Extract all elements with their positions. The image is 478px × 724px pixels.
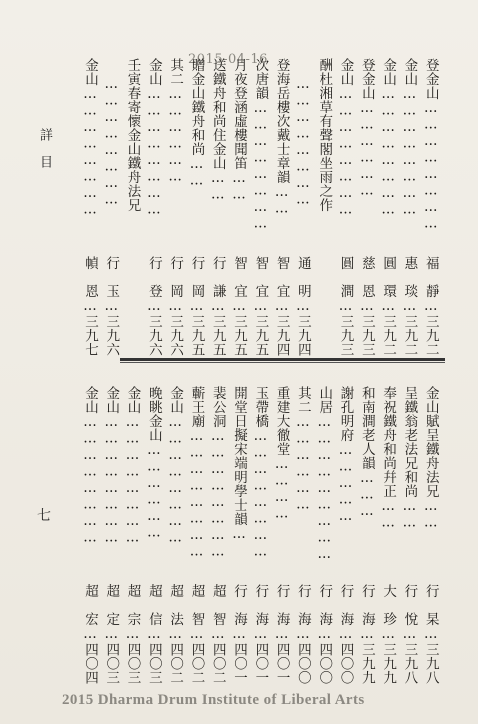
toc-entry-title: 金山…………………… <box>167 386 184 546</box>
scan-date-stamp: 2015-04-16 <box>188 52 268 67</box>
toc-entry-title: 和南澗老人韻……… <box>358 386 375 520</box>
toc-entry-title: 其二……………… <box>294 386 311 513</box>
toc-entry-column <box>163 48 184 356</box>
toc-entry-title: 玉帶橋…………………… <box>252 386 269 560</box>
toc-entry-author-page: 通 明…三九四 <box>294 255 311 356</box>
toc-entry-column <box>312 48 333 356</box>
toc-entry-author-page: 惠 琰…三九二 <box>401 255 418 356</box>
toc-entry-author-page: 智 宜…三九五 <box>231 255 248 356</box>
toc-entry-title: 壬寅春寄懷金山鐵舟法兄 <box>124 58 141 212</box>
toc-entry-column <box>99 376 120 684</box>
divider-thin <box>120 362 445 363</box>
toc-entry-column <box>142 376 163 684</box>
toc-entry-author-page: 行 海…三九九 <box>358 583 375 684</box>
toc-entry-author-page: 行 海…四〇一 <box>273 583 290 684</box>
toc-entry-column <box>291 376 312 684</box>
divider-thick <box>120 358 445 361</box>
toc-entry-title: 金山…………………… <box>337 58 354 218</box>
toc-entry-author-page: 超 智…四〇二 <box>188 583 205 684</box>
toc-entry-title: 酬杜湘草有聲閣坐雨之作 <box>316 58 333 212</box>
toc-entry-column <box>121 48 142 356</box>
toc-entry-title: 送鐵舟和尚住金山…… <box>209 58 226 203</box>
toc-entry-title: 其二……………… <box>167 58 184 185</box>
toc-entry-title: 山居……………………… <box>316 386 333 563</box>
toc-entry-title: 晚眺金山……………… <box>145 386 162 541</box>
toc-entry-column <box>206 48 227 356</box>
toc-entry-title: 金山…………………… <box>401 58 418 218</box>
toc-entry-column <box>376 48 397 356</box>
toc-entry-author-page: 智 宜…三九四 <box>273 255 290 356</box>
toc-entry-author-page: 行 海…四〇〇 <box>337 583 354 684</box>
toc-entry-title: 贈金山鐵舟和尚…… <box>188 58 205 189</box>
lower-entry-band <box>78 376 440 684</box>
toc-entry-author-page: 行 悅…三九八 <box>401 583 418 684</box>
toc-entry-author-page: 行 海…四〇一 <box>252 583 269 684</box>
toc-entry-author-page: 慈 恩…三九三 <box>358 255 375 356</box>
toc-entry-author-page: 智 宜…三九五 <box>252 255 269 356</box>
toc-entry-title: 金山賦呈鐵舟法兄…… <box>422 386 439 531</box>
toc-entry-title: 月夜登涵虛樓聞笛…… <box>231 58 248 203</box>
toc-entry-column <box>312 376 333 684</box>
toc-entry-title: 謝孔明府…………… <box>337 386 354 525</box>
watermark-footer: 2015 Dharma Drum Institute of Liberal Arts <box>62 692 365 708</box>
toc-entry-column <box>334 376 355 684</box>
toc-entry-column <box>248 376 269 684</box>
toc-entry-author-page: 行 岡…三九六 <box>167 255 184 356</box>
toc-entry-column <box>270 48 291 356</box>
toc-entry-author-page: 超 智…四〇二 <box>209 583 226 684</box>
toc-entry-title: …………………… <box>103 76 120 208</box>
toc-entry-title: 金山…………………… <box>124 386 141 546</box>
toc-entry-author-page: 行 謙…三九五 <box>209 255 226 356</box>
toc-entry-title: 奉祝鐵舟和尚幷正…… <box>380 386 397 531</box>
toc-entry-author-page: 超 法…四〇二 <box>167 583 184 684</box>
toc-entry-column <box>334 48 355 356</box>
toc-entry-author-page: 超 宗…四〇三 <box>124 583 141 684</box>
toc-entry-column <box>397 48 418 356</box>
toc-entry-column <box>99 48 120 356</box>
toc-entry-author-page: 福 靜…三九二 <box>422 255 439 356</box>
toc-entry-title: 金山…………………… <box>103 386 120 546</box>
toc-entry-author-page: 超 信…四〇三 <box>145 583 162 684</box>
toc-entry-title: 裴公洞…………………… <box>209 386 226 560</box>
toc-entry-author-page: 行 海…四〇一 <box>231 583 248 684</box>
toc-entry-author-page: 幀 恩…三九七 <box>81 255 98 356</box>
toc-entry-column <box>142 48 163 356</box>
toc-entry-author-page: 行 玉…三九六 <box>103 255 120 356</box>
toc-entry-column <box>206 376 227 684</box>
toc-entry-title: …………………… <box>294 76 311 208</box>
toc-entry-title: 登金山……………… <box>358 58 375 199</box>
toc-entry-title: 金山…………………… <box>81 58 98 218</box>
toc-entry-title: 蘄王廟…………………… <box>188 386 205 560</box>
toc-entry-column <box>227 48 248 356</box>
toc-entry-title: 開堂日擬宋端明學士韻… <box>231 386 248 543</box>
toc-entry-author-page: 行 海…四〇〇 <box>294 583 311 684</box>
page-number: 七 <box>37 508 51 524</box>
toc-entry-column <box>419 48 440 356</box>
upper-entry-band <box>78 48 440 356</box>
toc-entry-title: 登金山…………………… <box>422 58 439 232</box>
toc-entry-title: 登海岳樓次戴士章韻…… <box>273 58 290 217</box>
toc-entry-author-page: 超 宏…四〇四 <box>81 583 98 684</box>
toc-entry-column <box>121 376 142 684</box>
section-heading: 詳目 <box>37 128 52 182</box>
toc-entry-column <box>248 48 269 356</box>
toc-entry-column <box>163 376 184 684</box>
toc-entry-author-page: 圓 環…三九二 <box>380 255 397 356</box>
toc-entry-column <box>419 376 440 684</box>
toc-entry-author-page: 大 珍…三九九 <box>380 583 397 684</box>
toc-entry-author-page: 超 定…四〇三 <box>103 583 120 684</box>
toc-entry-title: 金山…………………… <box>81 386 98 546</box>
toc-entry-column <box>355 48 376 356</box>
toc-entry-column <box>78 376 99 684</box>
toc-entry-title: 金山…………………… <box>380 58 397 218</box>
toc-entry-author-page: 行 登…三九六 <box>145 255 162 356</box>
toc-entry-column <box>270 376 291 684</box>
toc-entry-column <box>355 376 376 684</box>
toc-entry-column <box>78 48 99 356</box>
toc-entry-column <box>397 376 418 684</box>
toc-entry-author-page: 行 海…四〇〇 <box>316 583 333 684</box>
toc-entry-column <box>291 48 312 356</box>
toc-entry-author-page: 行 岡…三九五 <box>188 255 205 356</box>
toc-entry-title: 次唐韻…………………… <box>252 58 269 232</box>
toc-entry-column <box>184 376 205 684</box>
toc-entry-title: 呈鐵翁老法兄和尚…… <box>401 386 418 531</box>
toc-entry-title: 重建大徹堂………… <box>273 386 290 522</box>
toc-entry-column <box>227 376 248 684</box>
toc-entry-column <box>184 48 205 356</box>
toc-entry-title: 金山…………………… <box>145 58 162 218</box>
toc-entry-author-page: 行 杲…三九八 <box>422 583 439 684</box>
toc-entry-column <box>376 376 397 684</box>
toc-entry-author-page: 圓 澗…三九三 <box>337 255 354 356</box>
